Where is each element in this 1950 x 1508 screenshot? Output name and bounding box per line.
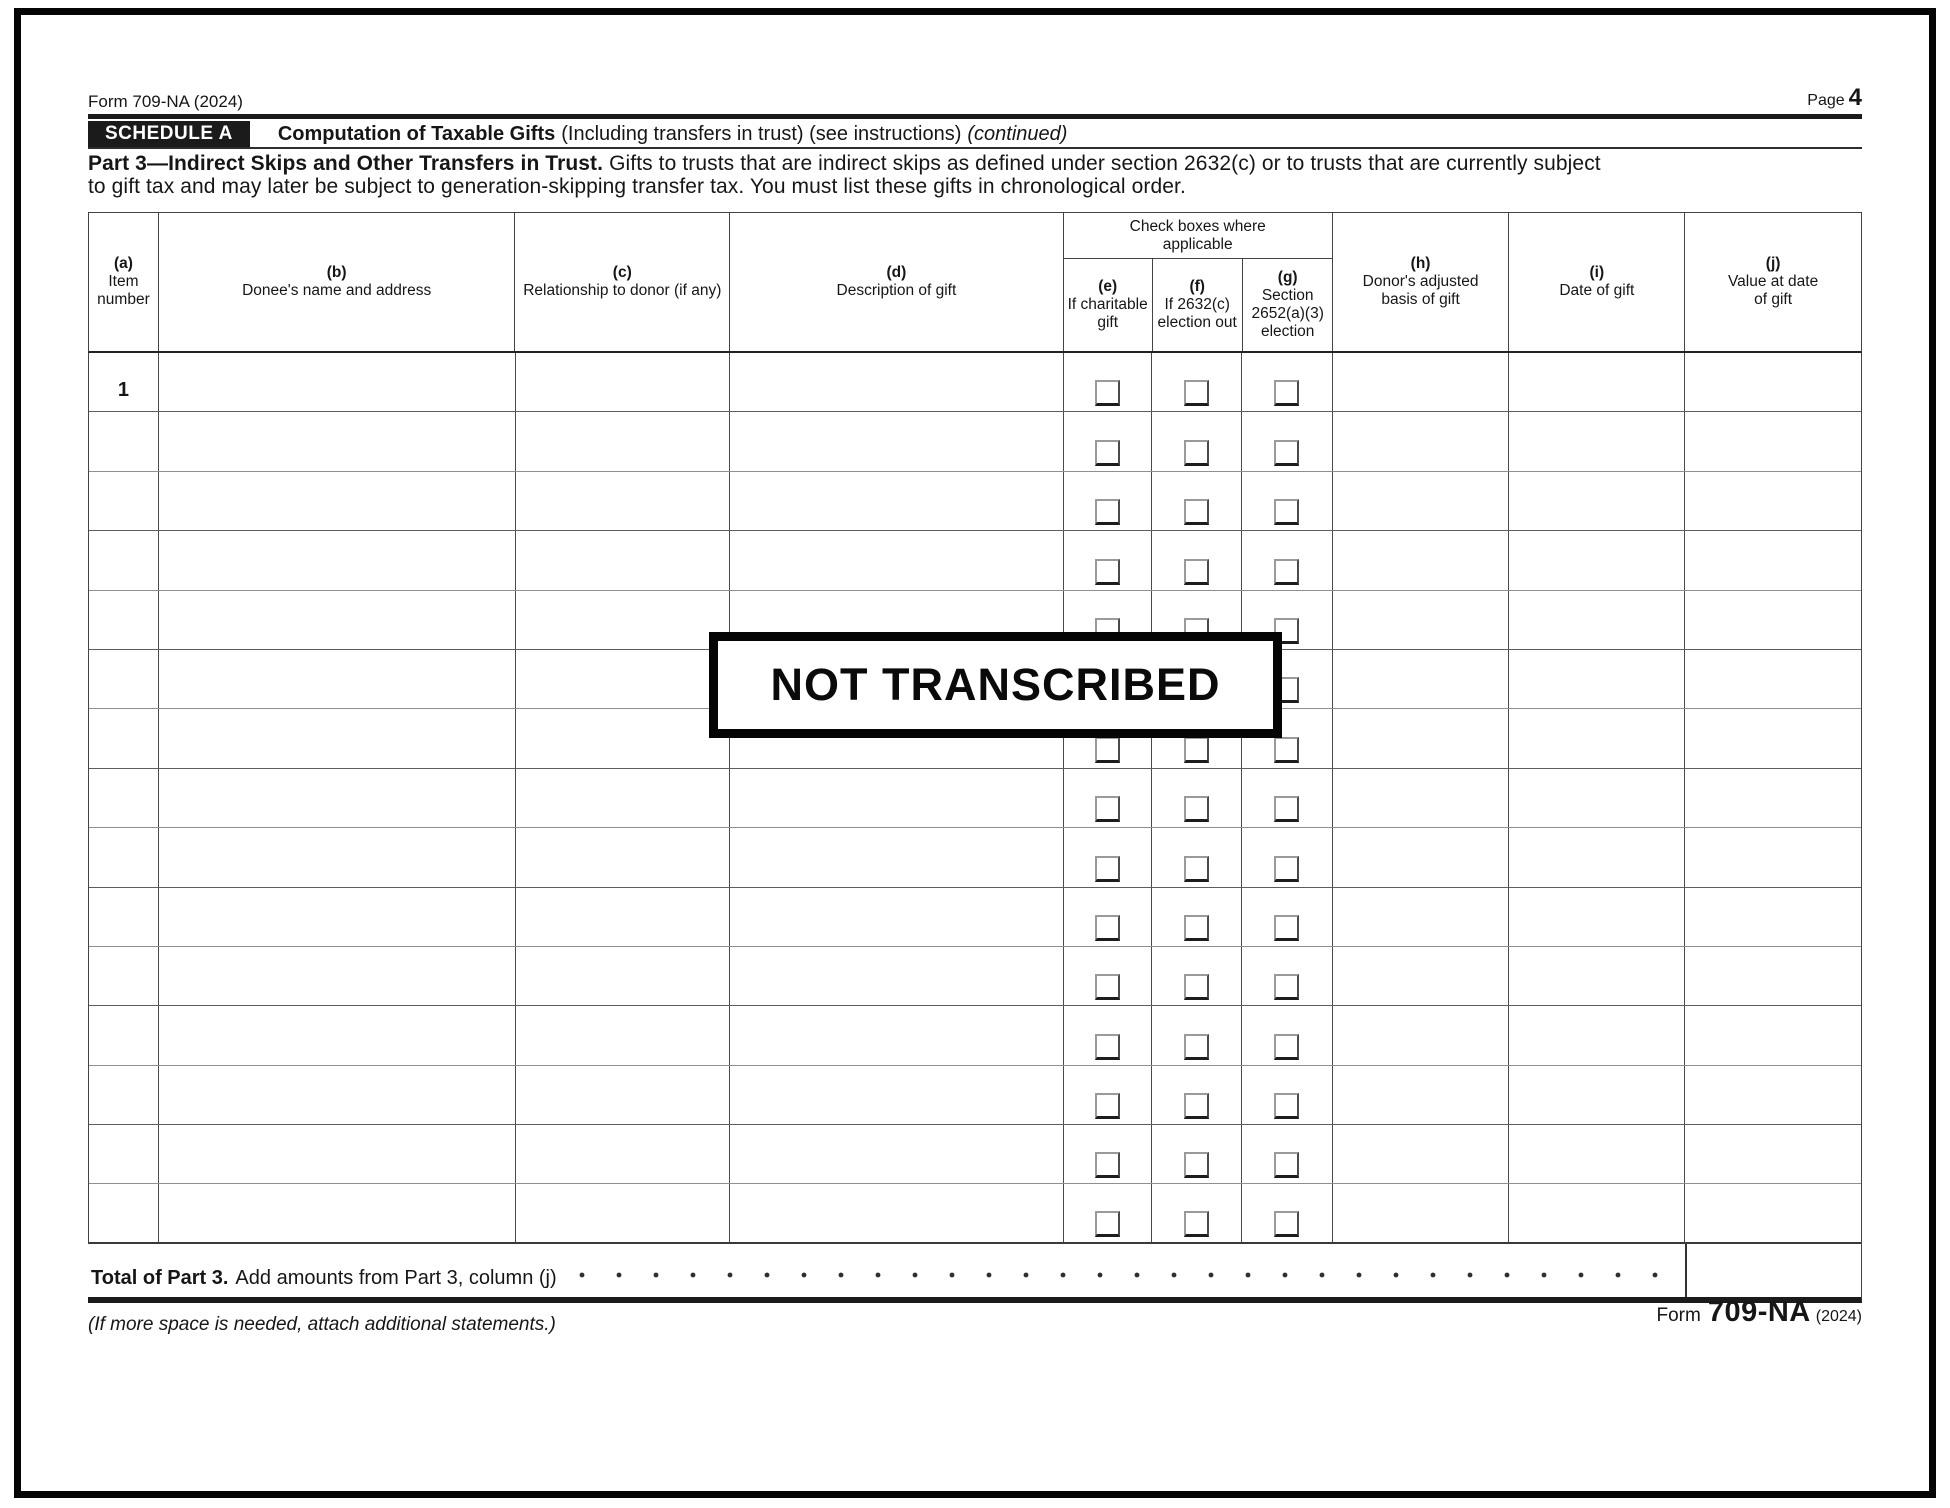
cell-b: [158, 709, 515, 767]
cell-a: [89, 650, 158, 708]
cell-g: [1241, 828, 1332, 886]
cell-c: [515, 531, 730, 589]
cell-e: [1063, 1066, 1151, 1124]
cell-a: [89, 828, 158, 886]
cell-d: [729, 769, 1063, 827]
cell-b: [158, 828, 515, 886]
cell-d: [729, 947, 1063, 1005]
checkbox-e[interactable]: [1095, 737, 1120, 763]
cell-e: [1063, 472, 1151, 530]
schedule-title-bold: Computation of Taxable Gifts: [277, 122, 556, 145]
part3-line2: to gift tax and may later be subject to generation-skipping transfer tax. You must list these gifts in chronological order.: [88, 175, 1186, 198]
part3-line1-rest: Gifts to trusts that are indirect skips as defined under section 2632(c) or to trusts that are currently subject: [609, 152, 1601, 175]
checkbox-e[interactable]: [1095, 974, 1120, 1000]
cell-d: [729, 1125, 1063, 1183]
checkbox-g[interactable]: [1274, 440, 1299, 466]
cell-i: [1508, 1184, 1684, 1241]
cell-d: [729, 472, 1063, 530]
cell-e: [1063, 769, 1151, 827]
cell-h: [1332, 650, 1509, 708]
cell-e: [1063, 412, 1151, 470]
cell-h: [1332, 888, 1509, 946]
cell-e: [1063, 828, 1151, 886]
cell-f: [1151, 828, 1241, 886]
cell-g: [1241, 412, 1332, 470]
cell-i: [1508, 1125, 1684, 1183]
cell-f: [1151, 1125, 1241, 1183]
cell-e: [1063, 888, 1151, 946]
checkbox-group-title: [1064, 213, 1332, 259]
page-number: [1700, 84, 1862, 112]
checkbox-g[interactable]: [1274, 796, 1299, 822]
header-label-d: Description of gift: [836, 282, 957, 299]
checkbox-g[interactable]: [1274, 856, 1299, 882]
cell-b: [158, 531, 515, 589]
cell-c: [515, 1066, 730, 1124]
cell-j: [1684, 947, 1861, 1005]
checkbox-f[interactable]: [1184, 856, 1209, 882]
cell-c: [515, 769, 730, 827]
schedule-title-regular: (Including transfers in trust) (see instructions): [561, 122, 962, 145]
cell-j: [1684, 828, 1861, 886]
footer-form-number: 709-NA: [1707, 1296, 1811, 1328]
checkbox-g[interactable]: [1274, 1034, 1299, 1060]
cell-c: [515, 709, 730, 767]
header-label-f: If 2632(c) election out: [1157, 296, 1237, 331]
header-letter-g: (g): [1277, 269, 1298, 286]
cell-f: [1151, 947, 1241, 1005]
cell-j: [1684, 650, 1861, 708]
cell-c: [515, 412, 730, 470]
cell-d: [729, 1066, 1063, 1124]
cell-a: [89, 472, 158, 530]
cell-i: [1508, 947, 1684, 1005]
cell-g: [1241, 1066, 1332, 1124]
cell-i: [1508, 709, 1684, 767]
checkbox-g[interactable]: [1274, 559, 1299, 585]
checkbox-g[interactable]: [1274, 499, 1299, 525]
header-label-a: Item number: [97, 273, 150, 308]
checkbox-f[interactable]: [1184, 796, 1209, 822]
header-label-h: Donor's adjusted basis of gift: [1362, 273, 1479, 308]
header-letter-b: (b): [326, 264, 347, 281]
table-row: [89, 947, 1861, 1006]
cell-g: [1241, 769, 1332, 827]
header-letter-f: (f): [1189, 278, 1205, 295]
cell-a: [89, 1184, 158, 1241]
checkbox-e[interactable]: [1095, 915, 1120, 941]
item-number-1: 1: [117, 379, 130, 402]
cell-b: [158, 472, 515, 530]
header-letter-j: (j): [1765, 255, 1781, 272]
cell-h: [1332, 947, 1509, 1005]
cell-c: [515, 947, 730, 1005]
part3-lead: Part 3—Indirect Skips and Other Transfers in Trust.: [88, 152, 604, 175]
cell-c: [515, 650, 730, 708]
cell-j: [1684, 888, 1861, 946]
cell-h: [1332, 769, 1509, 827]
cell-h: [1332, 1125, 1509, 1183]
cell-f: [1151, 1184, 1241, 1241]
cell-j: [1684, 412, 1861, 470]
page-number-value: 4: [1848, 84, 1862, 111]
cell-d: [729, 888, 1063, 946]
part3-instructions: [88, 152, 1874, 198]
cell-i: [1508, 591, 1684, 649]
header-letter-a: (a): [113, 255, 133, 272]
header-label-j: Value at date of gift: [1727, 273, 1819, 308]
cell-e: [1063, 531, 1151, 589]
checkbox-f[interactable]: [1184, 1211, 1209, 1237]
cell-a: [89, 888, 158, 946]
checkbox-e[interactable]: [1095, 499, 1120, 525]
cell-b: [158, 1125, 515, 1183]
checkbox-e[interactable]: [1095, 380, 1120, 406]
cell-h: [1332, 1066, 1509, 1124]
cell-j: [1684, 1184, 1861, 1241]
cell-h: [1332, 828, 1509, 886]
cell-g: [1241, 888, 1332, 946]
total-of-part3-row: [88, 1244, 1862, 1303]
checkbox-e[interactable]: [1095, 440, 1120, 466]
checkbox-group-header: [1063, 213, 1332, 351]
checkbox-g[interactable]: [1274, 1152, 1299, 1178]
cell-f: [1151, 769, 1241, 827]
cell-i: [1508, 888, 1684, 946]
header-cell-a: [89, 213, 158, 351]
cell-j: [1684, 591, 1861, 649]
header-label-g: Section 2652(a)(3) election: [1251, 287, 1324, 340]
checkbox-g[interactable]: [1274, 380, 1299, 406]
cell-e: [1063, 1184, 1151, 1241]
cell-b: [158, 1066, 515, 1124]
cell-c: [515, 828, 730, 886]
header-label-e: If charitable gift: [1067, 296, 1148, 331]
checkbox-f[interactable]: [1184, 559, 1209, 585]
header-cell-h: [1332, 213, 1509, 351]
cell-e: [1063, 947, 1151, 1005]
cell-g: [1241, 1125, 1332, 1183]
cell-h: [1332, 1184, 1509, 1241]
cell-i: [1508, 472, 1684, 530]
cell-d: [729, 531, 1063, 589]
header-heavy-rule: [88, 114, 1862, 119]
cell-j: [1684, 353, 1861, 411]
cell-c: [515, 472, 730, 530]
header-label-i: Date of gift: [1559, 282, 1635, 299]
cell-g: [1241, 472, 1332, 530]
checkbox-e[interactable]: [1095, 559, 1120, 585]
cell-f: [1151, 472, 1241, 530]
dot-leader: [579, 1272, 1669, 1279]
not-transcribed-overlay: NOT TRANSCRIBED: [709, 632, 1282, 738]
cell-j: [1684, 769, 1861, 827]
header-letter-h: (h): [1410, 255, 1431, 272]
checkbox-g[interactable]: [1274, 915, 1299, 941]
cell-g: [1241, 1184, 1332, 1241]
checkbox-e[interactable]: [1095, 856, 1120, 882]
checkbox-f[interactable]: [1184, 1093, 1209, 1119]
header-cell-j: [1684, 213, 1861, 351]
checkbox-g[interactable]: [1274, 1093, 1299, 1119]
checkbox-g[interactable]: [1274, 974, 1299, 1000]
table-row: [89, 769, 1861, 828]
more-space-note: (If more space is needed, attach additional statements.): [88, 1314, 556, 1335]
schedule-a-badge: SCHEDULE A: [88, 121, 250, 147]
cell-h: [1332, 591, 1509, 649]
cell-b: [158, 947, 515, 1005]
cell-i: [1508, 1066, 1684, 1124]
cell-h: [1332, 353, 1509, 411]
schedule-title: [278, 121, 1068, 147]
cell-g: [1241, 947, 1332, 1005]
cell-b: [158, 1184, 515, 1241]
cell-d: [729, 1184, 1063, 1241]
cell-a: [89, 709, 158, 767]
cell-j: [1684, 472, 1861, 530]
table-row: [89, 828, 1861, 887]
checkbox-e[interactable]: [1095, 1211, 1120, 1237]
table-body: [88, 353, 1862, 1244]
form-id-header: Form 709-NA (2024): [88, 92, 243, 111]
schedule-a-header-row: [88, 121, 1862, 149]
cell-b: [158, 353, 515, 411]
cell-c: [515, 353, 730, 411]
footer-form-word: Form: [1656, 1305, 1701, 1326]
cell-a: [89, 591, 158, 649]
checkbox-f[interactable]: [1184, 1034, 1209, 1060]
cell-d: [729, 828, 1063, 886]
cell-h: [1332, 531, 1509, 589]
cell-j: [1684, 1125, 1861, 1183]
cell-i: [1508, 1006, 1684, 1064]
cell-b: [158, 1006, 515, 1064]
total-amount-cell: [1685, 1244, 1861, 1297]
cell-a: [89, 1125, 158, 1183]
header-letter-c: (c): [612, 264, 632, 281]
cell-i: [1508, 769, 1684, 827]
cell-e: [1063, 353, 1151, 411]
total-label-area: [88, 1244, 1685, 1297]
cell-a: [89, 531, 158, 589]
table-row: [89, 1066, 1861, 1125]
cell-f: [1151, 531, 1241, 589]
table-row: [89, 531, 1861, 590]
checkbox-e[interactable]: [1095, 1152, 1120, 1178]
header-cell-d: [729, 213, 1063, 351]
cell-i: [1508, 650, 1684, 708]
checkbox-f[interactable]: [1184, 440, 1209, 466]
cell-a: [89, 1006, 158, 1064]
cell-d: [729, 412, 1063, 470]
cell-g: [1241, 531, 1332, 589]
table-row: [89, 353, 1861, 412]
cell-j: [1684, 1006, 1861, 1064]
header-cell-i: [1508, 213, 1684, 351]
table-header: [88, 212, 1862, 353]
part3-line1: [88, 152, 1874, 175]
cell-i: [1508, 353, 1684, 411]
total-lead: Total of Part 3.: [91, 1267, 229, 1289]
cell-f: [1151, 412, 1241, 470]
cell-b: [158, 591, 515, 649]
cell-a: [89, 1066, 158, 1124]
cell-c: [515, 591, 730, 649]
cell-a: [89, 769, 158, 827]
header-cell-f: [1152, 259, 1242, 351]
table-row: [89, 888, 1861, 947]
cell-f: [1151, 1066, 1241, 1124]
cell-a: [89, 412, 158, 470]
cell-a: [89, 947, 158, 1005]
cell-d: [729, 1006, 1063, 1064]
checkbox-f[interactable]: [1184, 499, 1209, 525]
checkbox-e[interactable]: [1095, 1093, 1120, 1119]
cell-h: [1332, 709, 1509, 767]
cell-b: [158, 769, 515, 827]
table-row: [89, 1125, 1861, 1184]
cell-e: [1063, 1125, 1151, 1183]
header-letter-i: (i): [1589, 264, 1605, 281]
cell-j: [1684, 1066, 1861, 1124]
table-row: [89, 1006, 1861, 1065]
cell-f: [1151, 1006, 1241, 1064]
header-label-c: Relationship to donor (if any): [523, 282, 722, 299]
cell-c: [515, 888, 730, 946]
header-letter-d: (d): [886, 264, 907, 281]
cell-g: [1241, 353, 1332, 411]
header-cell-e: [1064, 259, 1152, 351]
checkbox-f[interactable]: [1184, 974, 1209, 1000]
checkbox-f[interactable]: [1184, 380, 1209, 406]
cell-c: [515, 1125, 730, 1183]
checkbox-e[interactable]: [1095, 1034, 1120, 1060]
cell-j: [1684, 709, 1861, 767]
cell-e: [1063, 1006, 1151, 1064]
checkbox-subheaders: [1064, 259, 1332, 351]
cell-f: [1151, 888, 1241, 946]
checkbox-f[interactable]: [1184, 737, 1209, 763]
table-row: [89, 1184, 1861, 1243]
checkbox-e[interactable]: [1095, 796, 1120, 822]
cell-b: [158, 888, 515, 946]
cell-g: [1241, 1006, 1332, 1064]
checkbox-group-title-text: Check boxes where applicable: [1129, 217, 1266, 253]
cell-j: [1684, 531, 1861, 589]
cell-i: [1508, 531, 1684, 589]
checkbox-f[interactable]: [1184, 1152, 1209, 1178]
page-word: Page: [1807, 92, 1845, 109]
cell-b: [158, 412, 515, 470]
header-cell-c: [514, 213, 729, 351]
cell-d: [729, 353, 1063, 411]
checkbox-g[interactable]: [1274, 1211, 1299, 1237]
cell-i: [1508, 828, 1684, 886]
table-row: [89, 472, 1861, 531]
footer-form-id: [1400, 1296, 1862, 1329]
cell-b: [158, 650, 515, 708]
header-label-b: Donee's name and address: [242, 282, 432, 299]
cell-f: [1151, 353, 1241, 411]
checkbox-f[interactable]: [1184, 915, 1209, 941]
schedule-title-continued: (continued): [967, 122, 1068, 145]
header-letter-e: (e): [1098, 278, 1118, 295]
cell-h: [1332, 412, 1509, 470]
cell-h: [1332, 472, 1509, 530]
header-cell-b: [158, 213, 515, 351]
checkbox-g[interactable]: [1274, 737, 1299, 763]
cell-c: [515, 1184, 730, 1241]
total-text: Add amounts from Part 3, column (j): [235, 1267, 557, 1289]
header-cell-g: [1242, 259, 1333, 351]
cell-h: [1332, 1006, 1509, 1064]
footer-form-year: (2024): [1815, 1308, 1862, 1325]
cell-c: [515, 1006, 730, 1064]
table-row: [89, 412, 1861, 471]
cell-i: [1508, 412, 1684, 470]
